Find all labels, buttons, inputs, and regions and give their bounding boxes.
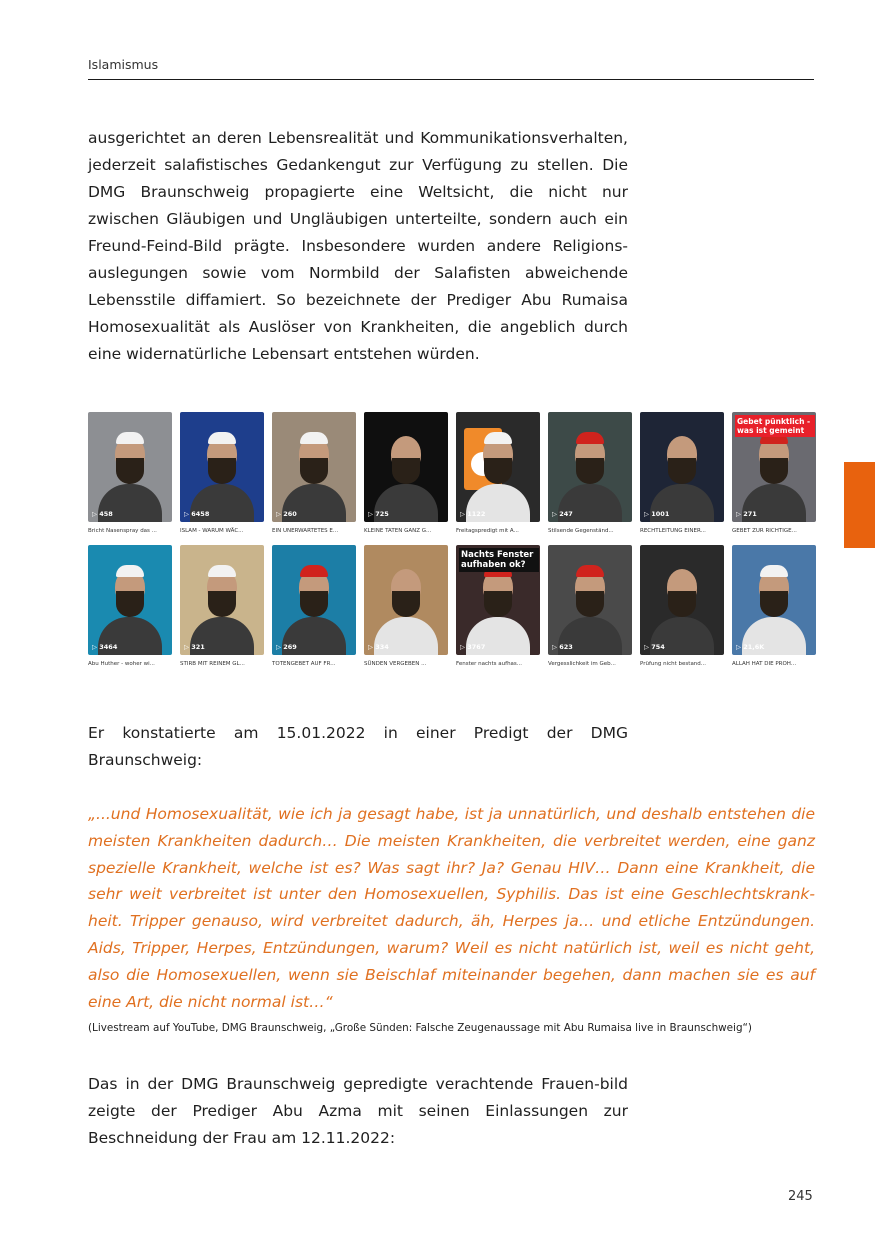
preacher-beard — [484, 458, 512, 484]
thumbnail-image — [180, 545, 264, 655]
view-counter: ▷ 334 — [368, 643, 389, 651]
thumbnail-image — [732, 545, 816, 655]
video-thumbnail — [456, 412, 540, 535]
thumbnail-image — [640, 412, 724, 522]
preacher-beard — [484, 591, 512, 617]
thumbnail-title: STIRB MIT REINEM GL... — [180, 661, 245, 667]
preacher-beard — [668, 591, 696, 617]
view-counter: ▷ 458 — [92, 510, 113, 518]
preacher-beard — [760, 458, 788, 484]
thumbnail-image — [180, 412, 264, 522]
thumbnail-title: Vergesslichkeit im Geb... — [548, 661, 616, 667]
view-counter: ▷ 623 — [552, 643, 573, 651]
thumbnail-image — [272, 412, 356, 522]
view-counter: ▷ 321 — [184, 643, 205, 651]
view-counter: ▷ 21,6K — [736, 643, 765, 651]
body-paragraph-2: Er konstatierte am 15.01.2022 in einer Predigt der DMG Braunschweig: — [88, 724, 628, 769]
thumbnail-image — [88, 412, 172, 522]
chapter-tab-marker — [844, 462, 875, 548]
body-paragraph-1: ausgerichtet an deren Lebensrealität und Kommunikationsverhalten, jederzeit salafistisches Gedankengut zur Verfügung zu stellen. Die DMG Braunschweig propagierte eine Weltsicht, die nicht nur zwischen Gläubigen und Ungläubigen unterteilte, sondern auch ein Freund-Feind-Bild prägte. Insbesondere wurden andere Religions-auslegungen sowie vom Normbild der Salafisten abweichende Lebensstile diffamiert. So bezeichnete der Prediger Abu Rumaisa Homosexualität als Auslöser von Krankheiten, die angeblich durch eine widernatürliche Lebensart entstehen würden. — [88, 129, 628, 363]
view-counter: ▷ 1001 — [644, 510, 670, 518]
view-counter: ▷ 3767 — [460, 643, 486, 651]
video-thumbnail — [456, 545, 540, 668]
thumbnail-title: KLEINE TATEN GANZ G... — [364, 528, 432, 534]
thumbnail-image — [364, 412, 448, 522]
video-thumbnail — [88, 545, 172, 668]
thumbnail-banner-text: Nachts Fenster aufhaben ok? — [459, 548, 539, 572]
preacher-beard — [208, 591, 236, 617]
view-counter: ▷ 260 — [276, 510, 297, 518]
headwear — [576, 565, 604, 577]
thumbnail-image — [364, 545, 448, 655]
headwear — [300, 432, 328, 444]
preacher-beard — [116, 458, 144, 484]
thumbnail-image — [456, 412, 540, 522]
video-thumbnail — [88, 412, 172, 535]
thumbnail-title: Stilsende Gegenständ... — [548, 528, 614, 534]
thumbnail-image — [732, 412, 816, 522]
preacher-beard — [392, 591, 420, 617]
view-counter: ▷ 1122 — [460, 510, 486, 518]
thumbnail-row-2 — [88, 545, 814, 668]
video-thumbnail — [548, 412, 632, 535]
header-rule — [88, 79, 814, 80]
thumbnail-banner-text: Gebet pünktlich - was ist gemeint — [735, 415, 815, 437]
video-thumbnail — [732, 545, 816, 668]
page-number: 245 — [788, 1189, 813, 1204]
thumbnail-image — [88, 545, 172, 655]
video-thumbnail — [272, 412, 356, 535]
running-head: Islamismus — [88, 57, 159, 72]
thumbnail-image — [548, 412, 632, 522]
thumbnail-image — [640, 545, 724, 655]
thumbnail-title: ISLAM - WARUM WÄC... — [180, 528, 244, 534]
video-thumbnail — [364, 545, 448, 668]
view-counter: ▷ 247 — [552, 510, 573, 518]
preacher-beard — [116, 591, 144, 617]
preacher-beard — [576, 458, 604, 484]
thumbnail-row-1 — [88, 412, 814, 535]
sermon-quote: „...und Homosexualität, wie ich ja gesagt habe, ist ja unnatürlich, und deshalb entstehen die meisten Krankheiten dadurch… Die meisten Krankheiten, die verbreitet werden, eine ganz spezielle Krankheit, welche ist es? Was sagt ihr? Ja? Genau HIV… Dann eine Krankheit, die sehr weit verbreitet ist unter den Homosexuellen, Syphilis. Das ist eine Geschlechtskrank-heit. Tripper genauso, wird verbreitet dadurch, äh, Herpes ja… und etliche Entzündungen. Aids, Tripper, Herpes, Entzündungen, warum? Weil es nicht natürlich ist, weil es nicht geht, also die Homosexuellen, wenn sie Beischlaf miteinander begehen, dann machen sie es auf eine Art, die nicht normal ist…“ — [88, 805, 815, 1011]
headwear — [484, 432, 512, 444]
view-counter: ▷ 754 — [644, 643, 665, 651]
headwear — [300, 565, 328, 577]
video-thumbnail — [548, 545, 632, 668]
video-thumbnail — [732, 412, 816, 535]
thumbnail-title: Prüfung nicht bestand... — [640, 661, 707, 667]
headwear — [760, 565, 788, 577]
preacher-beard — [668, 458, 696, 484]
thumbnail-title: Freitagspredigt mit A... — [456, 528, 519, 534]
view-counter: ▷ 269 — [276, 643, 297, 651]
thumbnail-image — [456, 545, 540, 655]
preacher-beard — [392, 458, 420, 484]
thumbnail-title: ALLAH HAT DIE PROH... — [732, 661, 797, 667]
video-thumbnail — [640, 412, 724, 535]
thumbnail-title: TOTENGEBET AUF FR... — [272, 661, 336, 667]
thumbnail-title: Abu Huther - woher wi... — [88, 661, 155, 667]
preacher-beard — [760, 591, 788, 617]
headwear — [576, 432, 604, 444]
headwear — [208, 565, 236, 577]
video-thumbnail-grid — [88, 412, 814, 668]
preacher-beard — [300, 458, 328, 484]
view-counter: ▷ 3464 — [92, 643, 118, 651]
video-thumbnail — [180, 412, 264, 535]
video-thumbnail — [180, 545, 264, 668]
quote-source: (Livestream auf YouTube, DMG Braunschweig, „Große Sünden: Falsche Zeugenaussage mit Abu Rumaisa live in Braunschweig“) — [88, 1022, 752, 1034]
thumbnail-title: EIN UNERWARTETES E... — [272, 528, 339, 534]
body-paragraph-3: Das in der DMG Braunschweig gepredigte verachtende Frauen-bild zeigte der Prediger Abu Azma mit seinen Einlassungen zur Beschneidung der Frau am 12.11.2022: — [88, 1075, 628, 1147]
preacher-beard — [208, 458, 236, 484]
view-counter: ▷ 725 — [368, 510, 389, 518]
view-counter: ▷ 6458 — [184, 510, 210, 518]
video-thumbnail — [640, 545, 724, 668]
preacher-beard — [576, 591, 604, 617]
headwear — [116, 432, 144, 444]
headwear — [116, 565, 144, 577]
thumbnail-title: SÜNDEN VERGEBEN ... — [364, 661, 427, 667]
thumbnail-image — [548, 545, 632, 655]
thumbnail-title: Fenster nachts aufhas... — [456, 661, 523, 667]
thumbnail-image — [272, 545, 356, 655]
view-counter: ▷ 271 — [736, 510, 757, 518]
headwear — [208, 432, 236, 444]
thumbnail-title: Bricht Nasenspray das ... — [88, 528, 157, 534]
video-thumbnail — [272, 545, 356, 668]
preacher-beard — [300, 591, 328, 617]
thumbnail-title: GEBET ZUR RICHTIGE... — [732, 528, 797, 534]
video-thumbnail — [364, 412, 448, 535]
thumbnail-title: RECHTLEITUNG EINER... — [640, 528, 706, 534]
